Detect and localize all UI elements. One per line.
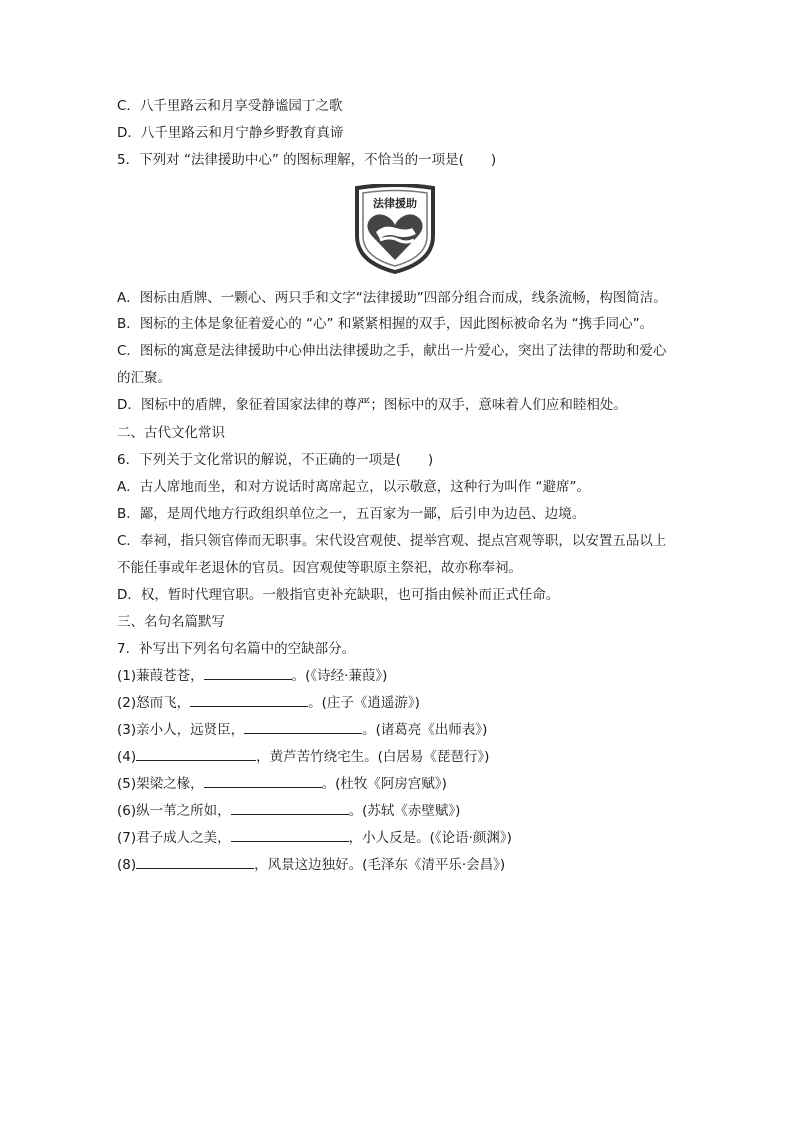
q6-option-c-line2: 不能任事或年老退休的官员。因宫观使等职原主祭祀，故亦称奉祠。: [117, 560, 522, 576]
answer-blank[interactable]: [136, 856, 254, 869]
recitation-item-6: (6)纵一苇之所如， 。(苏轼《赤壁赋》): [117, 803, 461, 819]
answer-blank[interactable]: [136, 748, 256, 761]
answer-blank[interactable]: [231, 802, 349, 815]
q5-option-d: D．图标中的盾牌，象征着国家法律的尊严；图标中的双手，意味着人们应和睦相处。: [117, 397, 627, 413]
answer-blank[interactable]: [231, 829, 349, 842]
answer-blank[interactable]: [190, 694, 308, 707]
recitation-item-1: (1)蒹葭苍苍， 。(《诗经·蒹葭》): [117, 668, 388, 684]
q6-stem: 6．下列关于文化常识的解说，不正确的一项是( ): [117, 452, 434, 468]
q5-option-c-line1: C．图标的寓意是法律援助中心伸出法律援助之手，献出一片爱心，突出了法律的帮助和爱心: [117, 343, 667, 359]
q6-option-d: D．权，暂时代理官职。一般指官吏补充缺职，也可指由候补而正式任命。: [117, 587, 560, 603]
recitation-item-8: (8) ，风景这边独好。(毛泽东《清平乐·会昌》): [117, 857, 506, 873]
recitation-item-5: (5)架梁之椽， 。(杜牧《阿房宫赋》): [117, 776, 447, 792]
section-2-title: 二、古代文化常识: [117, 425, 225, 441]
q6-option-b: B．鄙，是周代地方行政组织单位之一，五百家为一鄙，后引申为边邑、边境。: [117, 506, 586, 522]
q4-option-d: D．八千里路云和月宁静乡野教育真谛: [117, 125, 344, 141]
q5-option-a: A．图标由盾牌、一颗心、两只手和文字“法律援助”四部分组合而成，线条流畅，构图简洁。: [117, 290, 667, 306]
q6-option-a: A．古人席地而坐，和对方说话时离席起立，以示敬意，这种行为叫作 “避席”。: [117, 479, 591, 495]
logo-text: 法律援助: [373, 197, 417, 210]
recitation-item-2: (2)怒而飞， 。(庄子《逍遥游》): [117, 695, 420, 711]
recitation-item-3: (3)亲小人，远贤臣， 。(诸葛亮《出师表》): [117, 722, 488, 738]
answer-blank[interactable]: [204, 667, 292, 680]
recitation-item-7: (7)君子成人之美， ，小人反是。(《论语·颜渊》): [117, 830, 512, 846]
q4-option-c: C．八千里路云和月享受静谧园丁之歌: [117, 98, 343, 114]
q6-option-c-line1: C．奉祠，指只领官俸而无职事。宋代设宫观使、提举宫观、提点宫观等职，以安置五品以上: [117, 533, 667, 549]
q7-stem: 7．补写出下列名句名篇中的空缺部分。: [117, 641, 356, 657]
section-3-title: 三、名句名篇默写: [117, 614, 225, 630]
q5-option-c-line2: 的汇聚。: [117, 370, 171, 386]
recitation-item-4: (4) ，黄芦苦竹绕宅生。(白居易《琵琶行》): [117, 749, 490, 765]
q5-option-b: B．图标的主体是象征着爱心的 “心” 和紧紧相握的双手，因此图标被命名为 “携手同心”。: [117, 316, 654, 332]
q5-stem: 5．下列对 “法律援助中心” 的图标理解，不恰当的一项是( ): [117, 152, 497, 168]
legal-aid-shield-logo: [354, 184, 436, 274]
answer-blank[interactable]: [244, 721, 362, 734]
answer-blank[interactable]: [204, 775, 322, 788]
